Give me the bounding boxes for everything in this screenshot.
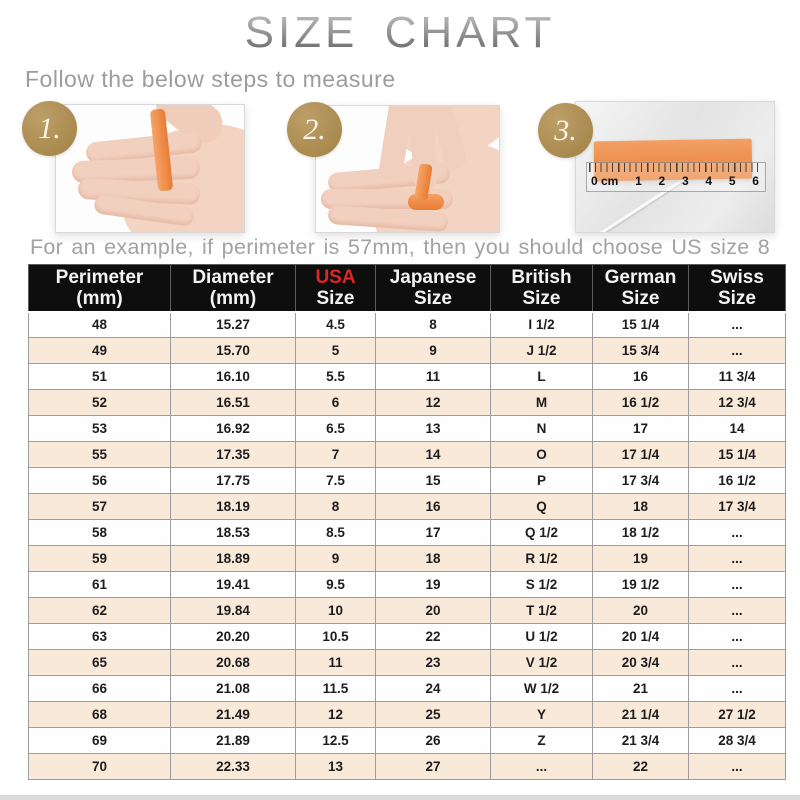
- table-cell: 17 3/4: [689, 494, 786, 520]
- table-cell: 21.49: [171, 702, 296, 728]
- column-header: Perimeter (mm): [29, 265, 171, 312]
- table-row: [29, 364, 786, 390]
- table-cell: 20.20: [171, 624, 296, 650]
- table-cell: 8: [376, 312, 491, 338]
- table-body: [29, 312, 786, 780]
- table-cell: ...: [689, 650, 786, 676]
- table-cell: 70: [29, 754, 171, 780]
- table-row: [29, 520, 786, 546]
- table-cell: N: [491, 416, 593, 442]
- table-cell: 68: [29, 702, 171, 728]
- table-cell: 9: [376, 338, 491, 364]
- table-cell: L: [491, 364, 593, 390]
- table-cell: 15.27: [171, 312, 296, 338]
- table-cell: 51: [29, 364, 171, 390]
- table-cell: 12 3/4: [689, 390, 786, 416]
- table-row: [29, 390, 786, 416]
- table-cell: 17.75: [171, 468, 296, 494]
- table-cell: 61: [29, 572, 171, 598]
- table-cell: 15: [376, 468, 491, 494]
- table-cell: 12.5: [296, 728, 376, 754]
- table-cell: 22.33: [171, 754, 296, 780]
- table-cell: 48: [29, 312, 171, 338]
- table-cell: Y: [491, 702, 593, 728]
- step-2-photo: [315, 105, 500, 233]
- ruler-number: 3: [681, 174, 689, 188]
- ruler-number: 0 cm: [591, 174, 619, 188]
- table-cell: 18.53: [171, 520, 296, 546]
- table-cell: 12: [376, 390, 491, 416]
- ruler-ticks: [589, 163, 763, 172]
- ruler-number: 2: [658, 174, 666, 188]
- table-cell: W 1/2: [491, 676, 593, 702]
- example-note: For an example, if perimeter is 57mm, then you should choose US size 8: [29, 235, 771, 259]
- table-row: [29, 416, 786, 442]
- table-cell: R 1/2: [491, 546, 593, 572]
- table-cell: V 1/2: [491, 650, 593, 676]
- table-cell: 21 1/4: [593, 702, 689, 728]
- table-cell: 10.5: [296, 624, 376, 650]
- ruler-number: 6: [752, 174, 759, 188]
- step-2-badge: 2.: [287, 102, 342, 157]
- table-cell: 9: [296, 546, 376, 572]
- table-cell: 19 1/2: [593, 572, 689, 598]
- table-cell: Q: [491, 494, 593, 520]
- table-cell: ...: [689, 520, 786, 546]
- table-cell: 15.70: [171, 338, 296, 364]
- table-cell: 11 3/4: [689, 364, 786, 390]
- table-cell: I 1/2: [491, 312, 593, 338]
- table-cell: 16: [593, 364, 689, 390]
- step-1-photo: [55, 104, 245, 233]
- table-cell: 22: [376, 624, 491, 650]
- table-cell: 66: [29, 676, 171, 702]
- table-cell: 11.5: [296, 676, 376, 702]
- table-cell: 16.51: [171, 390, 296, 416]
- table-cell: 5.5: [296, 364, 376, 390]
- table-row: [29, 728, 786, 754]
- table-cell: 9.5: [296, 572, 376, 598]
- table-cell: 21.08: [171, 676, 296, 702]
- table-cell: 12: [296, 702, 376, 728]
- table-cell: 13: [376, 416, 491, 442]
- table-cell: Q 1/2: [491, 520, 593, 546]
- ruler-number: 1: [635, 174, 642, 188]
- ruler-number: 5: [728, 174, 736, 188]
- table-cell: 6.5: [296, 416, 376, 442]
- table-cell: 11: [376, 364, 491, 390]
- table-cell: 26: [376, 728, 491, 754]
- table-cell: 19: [593, 546, 689, 572]
- table-cell: 14: [376, 442, 491, 468]
- table-cell: 17 3/4: [593, 468, 689, 494]
- table-cell: T 1/2: [491, 598, 593, 624]
- table-cell: 18 1/2: [593, 520, 689, 546]
- table-cell: 65: [29, 650, 171, 676]
- table-cell: 16 1/2: [689, 468, 786, 494]
- table-cell: 49: [29, 338, 171, 364]
- step-3-photo: [575, 101, 775, 233]
- ruler: [586, 162, 766, 192]
- table-row: [29, 442, 786, 468]
- table-cell: 17: [593, 416, 689, 442]
- table-cell: 11: [296, 650, 376, 676]
- table-cell: 8: [296, 494, 376, 520]
- column-header: Swiss Size: [689, 265, 786, 312]
- table-cell: 15 1/4: [593, 312, 689, 338]
- table-cell: 17.35: [171, 442, 296, 468]
- table-cell: 18: [376, 546, 491, 572]
- table-cell: 13: [296, 754, 376, 780]
- table-row: [29, 676, 786, 702]
- table-cell: 16.92: [171, 416, 296, 442]
- ring-size-table: [28, 264, 786, 780]
- table-cell: ...: [689, 624, 786, 650]
- table-cell: 20: [593, 598, 689, 624]
- column-header: USA Size: [296, 265, 376, 312]
- measure-steps: [0, 0, 800, 240]
- table-cell: 15 3/4: [593, 338, 689, 364]
- table-cell: S 1/2: [491, 572, 593, 598]
- table-cell: ...: [689, 598, 786, 624]
- column-header: Diameter (mm): [171, 265, 296, 312]
- table-cell: 14: [689, 416, 786, 442]
- column-header: German Size: [593, 265, 689, 312]
- step-1-badge: 1.: [22, 101, 77, 156]
- table-cell: 52: [29, 390, 171, 416]
- table-row: [29, 624, 786, 650]
- table-cell: 17: [376, 520, 491, 546]
- table-cell: ...: [689, 546, 786, 572]
- table-cell: 5: [296, 338, 376, 364]
- table-cell: ...: [689, 572, 786, 598]
- ruler-number: 4: [705, 174, 713, 188]
- table-cell: 58: [29, 520, 171, 546]
- table-cell: 20.68: [171, 650, 296, 676]
- bottom-edge-strip: [0, 795, 800, 800]
- table-cell: 56: [29, 468, 171, 494]
- table-cell: Z: [491, 728, 593, 754]
- table-cell: 8.5: [296, 520, 376, 546]
- table-cell: 25: [376, 702, 491, 728]
- page-subtitle: Follow the below steps to measure: [25, 66, 396, 92]
- table-cell: 7: [296, 442, 376, 468]
- table-row: [29, 650, 786, 676]
- column-header: Japanese Size: [376, 265, 491, 312]
- table-cell: 28 3/4: [689, 728, 786, 754]
- table-cell: 10: [296, 598, 376, 624]
- table-cell: J 1/2: [491, 338, 593, 364]
- table-row: [29, 546, 786, 572]
- table-cell: 69: [29, 728, 171, 754]
- table-cell: P: [491, 468, 593, 494]
- table-row: [29, 494, 786, 520]
- table-cell: ...: [689, 754, 786, 780]
- table-row: [29, 312, 786, 338]
- table-cell: 20: [376, 598, 491, 624]
- table-cell: 17 1/4: [593, 442, 689, 468]
- table-header-row: [29, 265, 786, 312]
- table-cell: 27: [376, 754, 491, 780]
- table-row: [29, 572, 786, 598]
- table-cell: 23: [376, 650, 491, 676]
- table-cell: 18: [593, 494, 689, 520]
- table-cell: 20 3/4: [593, 650, 689, 676]
- table-cell: 19.84: [171, 598, 296, 624]
- table-cell: 19.41: [171, 572, 296, 598]
- table-cell: 21.89: [171, 728, 296, 754]
- table-cell: 59: [29, 546, 171, 572]
- table-cell: ...: [689, 676, 786, 702]
- table-cell: O: [491, 442, 593, 468]
- table-cell: ...: [689, 312, 786, 338]
- table-cell: 22: [593, 754, 689, 780]
- page-title: SIZE CHART: [0, 8, 800, 58]
- table-cell: 21 3/4: [593, 728, 689, 754]
- table-cell: 16: [376, 494, 491, 520]
- table-cell: M: [491, 390, 593, 416]
- table-cell: 57: [29, 494, 171, 520]
- table-cell: 63: [29, 624, 171, 650]
- table-cell: 6: [296, 390, 376, 416]
- table-cell: 55: [29, 442, 171, 468]
- ruler-numbers: [591, 172, 759, 190]
- table-cell: 27 1/2: [689, 702, 786, 728]
- table-row: [29, 754, 786, 780]
- table-cell: 16 1/2: [593, 390, 689, 416]
- table-cell: 62: [29, 598, 171, 624]
- table-cell: ...: [689, 338, 786, 364]
- table-cell: U 1/2: [491, 624, 593, 650]
- table-row: [29, 338, 786, 364]
- step-3-badge: 3.: [538, 103, 593, 158]
- table-cell: 21: [593, 676, 689, 702]
- column-header: British Size: [491, 265, 593, 312]
- table-cell: 18.89: [171, 546, 296, 572]
- table-cell: ...: [491, 754, 593, 780]
- table-cell: 20 1/4: [593, 624, 689, 650]
- table-row: [29, 702, 786, 728]
- table-cell: 7.5: [296, 468, 376, 494]
- table-cell: 16.10: [171, 364, 296, 390]
- table-row: [29, 598, 786, 624]
- table-row: [29, 468, 786, 494]
- table-cell: 24: [376, 676, 491, 702]
- table-cell: 53: [29, 416, 171, 442]
- table-cell: 15 1/4: [689, 442, 786, 468]
- table-cell: 19: [376, 572, 491, 598]
- table-cell: 4.5: [296, 312, 376, 338]
- table-cell: 18.19: [171, 494, 296, 520]
